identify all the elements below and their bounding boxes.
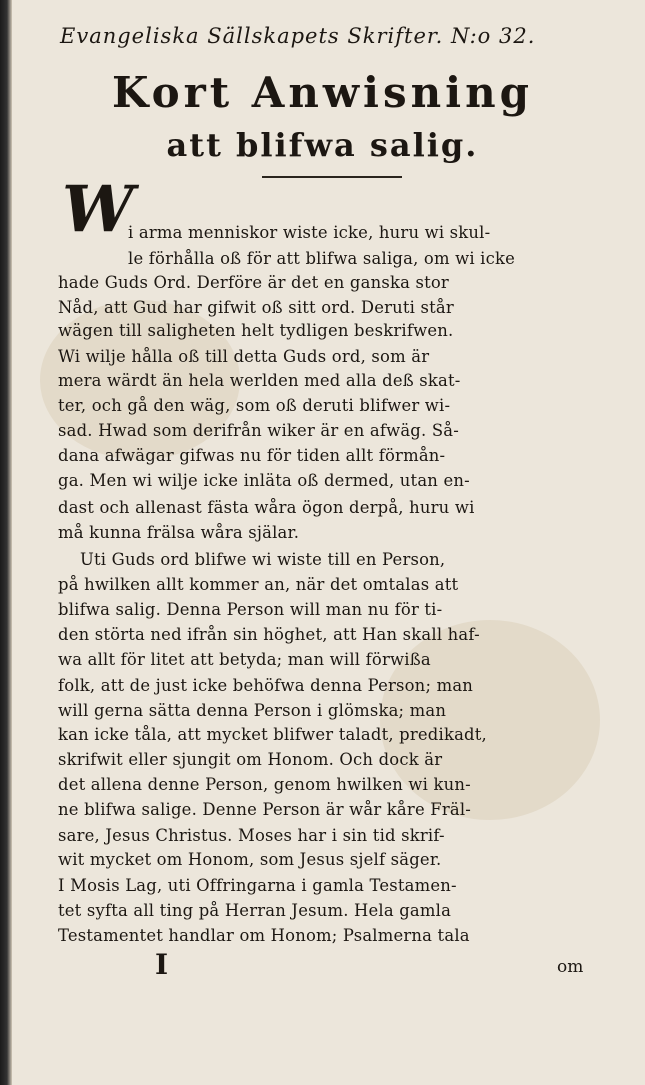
text-line: Wi wilje hålla oß till detta Guds ord, som är <box>58 347 430 366</box>
text-line: ga. Men wi wilje icke inläta oß dermed, utan en- <box>58 471 470 490</box>
text-line: wit mycket om Honom, som Jesus sjelf säger. <box>58 850 442 869</box>
text-line: dast och allenast fästa wåra ögon derpå, huru wi <box>58 498 475 517</box>
text-line: will gerna sätta denna Person i glömska; man <box>58 701 447 720</box>
page-subtitle: att blifwa salig. <box>166 126 479 164</box>
text-line: det allena denne Person, genom hwilken wi kun- <box>58 775 471 794</box>
page-title: Kort Anwisning <box>111 68 534 117</box>
text-line: i arma menniskor wiste icke, huru wi skul- <box>128 223 491 242</box>
text-line: wa allt för litet att betyda; man will förwißa <box>58 650 431 669</box>
text-line: på hwilken allt kommer an, när det omtalas att <box>58 575 459 594</box>
text-line: dana afwägar gifwas nu för tiden allt förmån- <box>58 446 446 465</box>
text-line: hade Guds Ord. Derföre är det en ganska stor <box>58 273 449 292</box>
text-line: skrifwit eller sjungit om Honom. Och dock är <box>58 750 443 769</box>
text-line: den störta ned ifrån sin höghet, att Han skall haf- <box>58 625 480 644</box>
text-line: ne blifwa salige. Denne Person är wår kåre Fräl- <box>58 800 472 819</box>
text-line: mera wärdt än hela werlden med alla deß skat- <box>58 371 461 390</box>
signature-mark: I <box>155 948 169 981</box>
title-rule <box>262 176 402 178</box>
text-line: I Mosis Lag, uti Offringarna i gamla Testamen- <box>58 876 457 895</box>
text-line: Testamentet handlar om Honom; Psalmerna tala <box>58 926 470 945</box>
text-line: le förhålla oß för att blifwa saliga, om wi icke <box>128 249 516 268</box>
drop-capital: W <box>62 172 134 247</box>
series-header: Evangeliska Sällskapets Skrifter. N:o 32. <box>60 24 536 48</box>
text-line: blifwa salig. Denna Person will man nu för ti- <box>58 600 443 619</box>
text-line: folk, att de just icke behöfwa denna Person; man <box>58 676 474 695</box>
text-line: sare, Jesus Christus. Moses har i sin tid skrif- <box>58 826 445 845</box>
text-line: Uti Guds ord blifwe wi wiste till en Person, <box>80 550 446 569</box>
text-line: ter, och gå den wäg, som oß deruti blifwer wi- <box>58 396 451 415</box>
text-line: Nåd, att Gud har gifwit oß sitt ord. Deruti står <box>58 298 454 317</box>
text-line: kan icke tåla, att mycket blifwer taladt, predikadt, <box>58 725 487 744</box>
text-line: sad. Hwad som derifrån wiker är en afwäg. Så- <box>58 421 459 440</box>
text-line: wägen till saligheten helt tydligen beskrifwen. <box>58 321 454 340</box>
text-line: må kunna frälsa wåra själar. <box>58 523 300 542</box>
catchword: om <box>557 957 584 977</box>
text-line: tet syfta all ting på Herran Jesum. Hela gamla <box>58 901 452 920</box>
